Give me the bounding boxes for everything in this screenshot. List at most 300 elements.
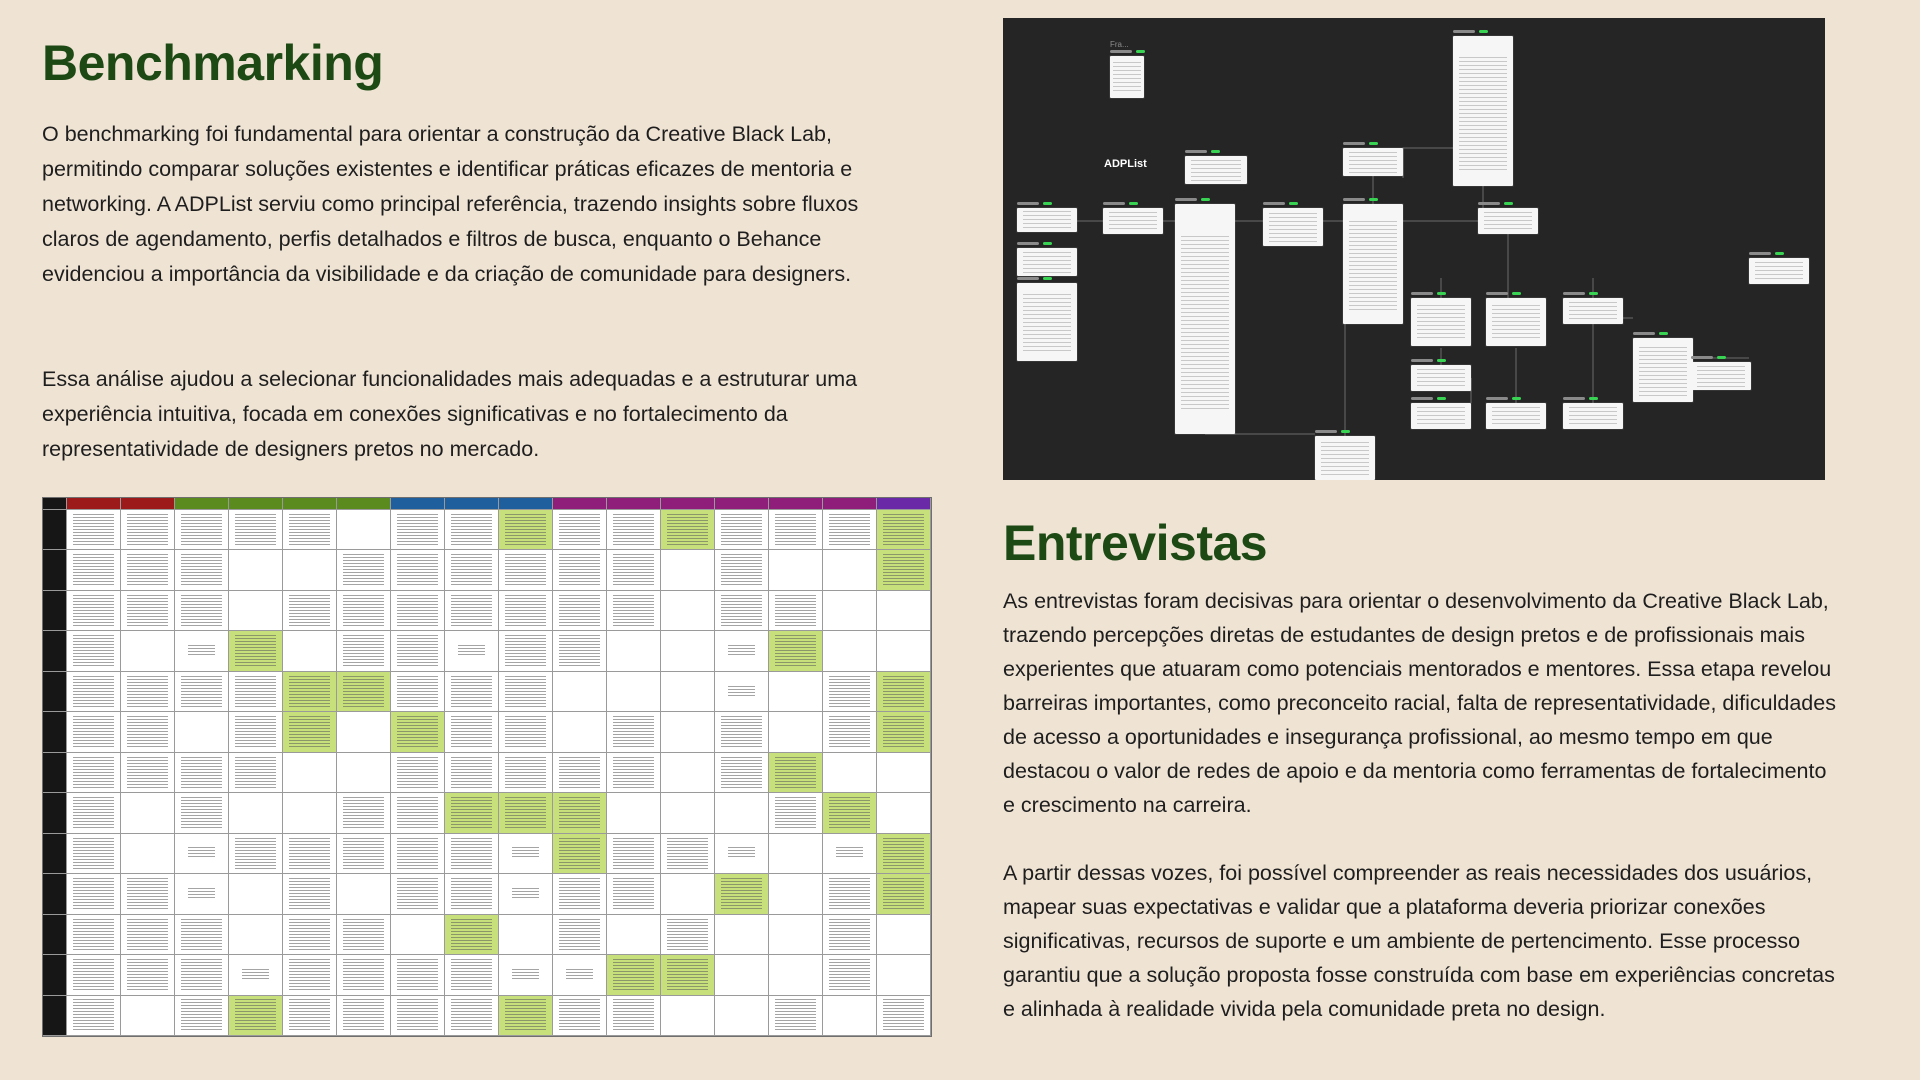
matrix-cell (823, 874, 877, 914)
matrix-cell (67, 712, 121, 752)
matrix-cell (175, 915, 229, 955)
matrix-column-header (391, 498, 445, 510)
matrix-cell (769, 955, 823, 995)
matrix-cell (391, 631, 445, 671)
flow-frame-status-tag (1201, 198, 1210, 201)
matrix-cell (391, 793, 445, 833)
flow-screen-frame (1478, 208, 1538, 234)
matrix-cell (121, 753, 175, 793)
flow-frame-name-tag (1563, 397, 1585, 400)
entrevistas-paragraph-2: A partir dessas vozes, foi possível compreender as reais necessidades dos usuários, mapear suas expectativas e validar que a plataforma deveria priorizar conexões significativas, recursos de suporte e um ambiente de pertencimento. Esse processo garantiu que a solução proposta fosse construída com base em experiências concretas e alinhada à realidade vivida pela comunidade preta no design. (1003, 861, 1835, 1021)
flow-frame-status-tag (1659, 332, 1668, 335)
matrix-cell (391, 550, 445, 590)
flow-frame-name-tag (1263, 202, 1285, 205)
matrix-cell (553, 793, 607, 833)
matrix-cell (337, 550, 391, 590)
flow-frame-name-tag (1343, 198, 1365, 201)
matrix-cell (445, 753, 499, 793)
matrix-cell (67, 753, 121, 793)
matrix-cell (877, 672, 931, 712)
matrix-column-header (877, 498, 931, 510)
matrix-cell (553, 955, 607, 995)
matrix-cell (337, 591, 391, 631)
matrix-cell (769, 753, 823, 793)
flow-screen-frame (1343, 148, 1403, 176)
matrix-cell (175, 712, 229, 752)
matrix-cell (877, 834, 931, 874)
matrix-cell (229, 631, 283, 671)
matrix-cell (121, 672, 175, 712)
flow-screen-frame (1017, 283, 1077, 361)
matrix-cell (823, 753, 877, 793)
matrix-cell (229, 550, 283, 590)
matrix-cell (391, 591, 445, 631)
matrix-cell (283, 996, 337, 1036)
matrix-cell (499, 753, 553, 793)
matrix-cell (445, 510, 499, 550)
matrix-cell (283, 712, 337, 752)
matrix-cell (67, 591, 121, 631)
matrix-cell (121, 834, 175, 874)
matrix-cell (337, 510, 391, 550)
matrix-cell (229, 793, 283, 833)
matrix-cell (607, 915, 661, 955)
flow-frame-status-tag (1211, 150, 1220, 153)
matrix-cell (445, 712, 499, 752)
matrix-cell (67, 510, 121, 550)
flow-frame-status-tag (1043, 277, 1052, 280)
matrix-cell (229, 955, 283, 995)
matrix-cell (229, 834, 283, 874)
matrix-column-header (229, 498, 283, 510)
matrix-cell (175, 631, 229, 671)
matrix-cell (121, 793, 175, 833)
matrix-cell (283, 955, 337, 995)
matrix-cell (553, 672, 607, 712)
matrix-cell (283, 550, 337, 590)
flow-frame-status-tag (1479, 30, 1488, 33)
flow-frame-name-tag (1315, 430, 1337, 433)
matrix-cell (499, 591, 553, 631)
flow-frame-name-tag (1486, 397, 1508, 400)
flow-frame-name-tag (1017, 277, 1039, 280)
flow-screen-frame (1110, 56, 1144, 98)
matrix-cell (229, 753, 283, 793)
matrix-cell (607, 591, 661, 631)
matrix-cell (445, 834, 499, 874)
matrix-cell (229, 712, 283, 752)
matrix-cell (553, 510, 607, 550)
user-flow-map-image (1003, 18, 1825, 480)
matrix-cell (877, 712, 931, 752)
matrix-cell (121, 591, 175, 631)
matrix-cell (283, 834, 337, 874)
matrix-column-header (67, 498, 121, 510)
flow-frame-status-tag (1129, 202, 1138, 205)
matrix-cell (391, 510, 445, 550)
flow-frame-name-tag (1478, 202, 1500, 205)
matrix-column-header (769, 498, 823, 510)
flow-frame-name-tag (1411, 359, 1433, 362)
flow-screen-frame (1691, 362, 1751, 390)
matrix-cell (877, 550, 931, 590)
matrix-row-header (43, 510, 67, 550)
flow-screen-frame (1563, 403, 1623, 429)
flow-frame-name-tag (1749, 252, 1771, 255)
flow-frame-status-tag (1369, 198, 1378, 201)
matrix-cell (499, 550, 553, 590)
matrix-row-header (43, 550, 67, 590)
flow-screen-frame (1411, 365, 1471, 391)
matrix-cell (877, 510, 931, 550)
flow-frame-name-tag (1486, 292, 1508, 295)
flow-frame-label: Fra... (1110, 40, 1129, 49)
matrix-cell (823, 550, 877, 590)
matrix-cell (607, 672, 661, 712)
flow-frame-name-tag (1691, 356, 1713, 359)
matrix-cell (661, 591, 715, 631)
flow-frame-name-tag (1110, 50, 1132, 53)
matrix-cell (607, 712, 661, 752)
matrix-cell (499, 631, 553, 671)
flow-frame-status-tag (1589, 397, 1598, 400)
benchmark-matrix-image (42, 497, 932, 1037)
matrix-cell (823, 712, 877, 752)
matrix-cell (553, 915, 607, 955)
matrix-row-header (43, 672, 67, 712)
matrix-cell (499, 874, 553, 914)
matrix-cell (499, 712, 553, 752)
matrix-cell (445, 591, 499, 631)
flow-screen-frame (1411, 403, 1471, 429)
matrix-cell (661, 712, 715, 752)
flow-frame-status-tag (1437, 292, 1446, 295)
matrix-cell (661, 672, 715, 712)
flow-frame-status-tag (1512, 292, 1521, 295)
matrix-cell (499, 955, 553, 995)
matrix-cell (661, 753, 715, 793)
matrix-cell (175, 550, 229, 590)
matrix-cell (769, 712, 823, 752)
flow-screen-frame (1185, 156, 1247, 184)
flow-frame-name-tag (1185, 150, 1207, 153)
matrix-cell (607, 550, 661, 590)
matrix-cell (823, 510, 877, 550)
matrix-cell (715, 550, 769, 590)
flow-frame-name-tag (1411, 292, 1433, 295)
matrix-cell (391, 915, 445, 955)
matrix-cell (337, 915, 391, 955)
matrix-cell (283, 631, 337, 671)
matrix-cell (769, 550, 823, 590)
matrix-cell (715, 712, 769, 752)
flow-frame-status-tag (1589, 292, 1598, 295)
matrix-cell (715, 591, 769, 631)
matrix-column-header (823, 498, 877, 510)
flow-frame-status-tag (1136, 50, 1145, 53)
matrix-cell (607, 631, 661, 671)
matrix-cell (553, 591, 607, 631)
matrix-cell (499, 996, 553, 1036)
flow-screen-frame (1263, 208, 1323, 246)
matrix-cell (175, 834, 229, 874)
matrix-cell (823, 672, 877, 712)
matrix-cell (715, 874, 769, 914)
matrix-cell (823, 955, 877, 995)
matrix-column-header (175, 498, 229, 510)
flow-screen-frame (1103, 208, 1163, 234)
matrix-cell (121, 955, 175, 995)
matrix-row-header (43, 955, 67, 995)
matrix-row-header (43, 712, 67, 752)
matrix-cell (769, 631, 823, 671)
matrix-cell (553, 550, 607, 590)
matrix-cell (229, 996, 283, 1036)
matrix-row-header (43, 996, 67, 1036)
matrix-cell (823, 996, 877, 1036)
matrix-column-header (499, 498, 553, 510)
flow-frame-status-tag (1341, 430, 1350, 433)
matrix-cell (769, 793, 823, 833)
matrix-cell (121, 510, 175, 550)
matrix-cell (823, 834, 877, 874)
matrix-cell (337, 631, 391, 671)
matrix-cell (175, 874, 229, 914)
matrix-row-header (43, 915, 67, 955)
matrix-cell (877, 955, 931, 995)
matrix-cell (877, 753, 931, 793)
flow-screen-frame (1017, 248, 1077, 276)
matrix-cell (67, 550, 121, 590)
flow-frame-status-tag (1775, 252, 1784, 255)
matrix-cell (877, 793, 931, 833)
matrix-cell (823, 631, 877, 671)
matrix-cell (445, 793, 499, 833)
matrix-cell (175, 672, 229, 712)
flow-connector (1403, 148, 1453, 178)
matrix-cell (661, 631, 715, 671)
flow-screen-frame (1749, 258, 1809, 284)
matrix-cell (175, 591, 229, 631)
matrix-cell (877, 591, 931, 631)
matrix-cell (769, 672, 823, 712)
matrix-cell (337, 874, 391, 914)
matrix-cell (661, 955, 715, 995)
matrix-cell (229, 672, 283, 712)
matrix-cell (499, 793, 553, 833)
matrix-cell (607, 793, 661, 833)
matrix-row-header (43, 591, 67, 631)
matrix-cell (445, 955, 499, 995)
matrix-cell (553, 834, 607, 874)
benchmarking-paragraph-1: O benchmarking foi fundamental para orientar a construção da Creative Black Lab, permitindo comparar soluções existentes e identificar práticas eficazes de mentoria e networking. A ADPList serviu como principal referência, trazendo insights sobre fluxos claros de agendamento, perfis detalhados e filtros de busca, enquanto o Behance evidenciou a importância da visibilidade e da criação de comunidade para designers. (42, 122, 859, 286)
matrix-cell (715, 672, 769, 712)
matrix-column-header (607, 498, 661, 510)
matrix-cell (823, 793, 877, 833)
matrix-cell (877, 915, 931, 955)
matrix-column-header (661, 498, 715, 510)
matrix-column-header (715, 498, 769, 510)
matrix-cell (823, 591, 877, 631)
flow-frame-status-tag (1717, 356, 1726, 359)
matrix-cell (391, 672, 445, 712)
matrix-cell (445, 550, 499, 590)
entrevistas-title: Entrevistas (1003, 515, 1268, 571)
matrix-cell (715, 955, 769, 995)
matrix-cell (769, 874, 823, 914)
flow-screen-frame (1486, 298, 1546, 346)
matrix-cell (337, 834, 391, 874)
matrix-cell (337, 955, 391, 995)
matrix-cell (337, 672, 391, 712)
matrix-cell (121, 631, 175, 671)
matrix-cell (445, 915, 499, 955)
matrix-column-header (121, 498, 175, 510)
flow-frame-name-tag (1453, 30, 1475, 33)
flow-frame-status-tag (1437, 397, 1446, 400)
matrix-row-header (43, 753, 67, 793)
matrix-cell (175, 793, 229, 833)
matrix-cell (715, 834, 769, 874)
matrix-cell (445, 874, 499, 914)
matrix-cell (661, 874, 715, 914)
matrix-cell (661, 550, 715, 590)
matrix-cell (229, 510, 283, 550)
matrix-cell (337, 753, 391, 793)
flow-frame-name-tag (1175, 198, 1197, 201)
matrix-cell (607, 996, 661, 1036)
matrix-cell (337, 996, 391, 1036)
matrix-cell (553, 874, 607, 914)
flow-screen-frame (1411, 298, 1471, 346)
flow-screen-frame (1175, 204, 1235, 434)
flow-frame-status-tag (1369, 142, 1378, 145)
matrix-cell (715, 915, 769, 955)
flow-frame-name-tag (1017, 242, 1039, 245)
adplist-label: ADPList (1104, 158, 1147, 170)
matrix-cell (661, 510, 715, 550)
matrix-cell (67, 834, 121, 874)
matrix-cell (769, 996, 823, 1036)
matrix-cell (823, 915, 877, 955)
flow-screen-frame (1563, 298, 1623, 324)
matrix-cell (715, 631, 769, 671)
matrix-cell (391, 834, 445, 874)
matrix-cell (67, 874, 121, 914)
matrix-cell (67, 915, 121, 955)
flow-frame-name-tag (1103, 202, 1125, 205)
matrix-cell (877, 631, 931, 671)
matrix-column-header (445, 498, 499, 510)
matrix-cell (121, 915, 175, 955)
matrix-cell (391, 996, 445, 1036)
matrix-row-header (43, 631, 67, 671)
entrevistas-paragraph-1: As entrevistas foram decisivas para orientar o desenvolvimento da Creative Black Lab, trazendo percepções diretas de estudantes de design pretos e de profissionais mais experientes que atuaram como potenciais mentorados e mentores. Essa etapa revelou barreiras importantes, como preconceito racial, falta de representatividade, dificuldades de acesso a oportunidades e insegurança profissional, ao mesmo tempo em que destacou o valor de redes de apoio e da mentoria como ferramentas de fortalecimento e crescimento na carreira. (1003, 589, 1836, 817)
matrix-cell (283, 510, 337, 550)
flow-frame-status-tag (1437, 359, 1446, 362)
matrix-cell (445, 996, 499, 1036)
matrix-row-header (43, 793, 67, 833)
matrix-cell (769, 591, 823, 631)
matrix-cell (391, 874, 445, 914)
flow-screen-frame (1633, 338, 1693, 402)
flow-screen-frame (1486, 403, 1546, 429)
matrix-cell (391, 955, 445, 995)
matrix-cell (283, 753, 337, 793)
matrix-cell (175, 753, 229, 793)
benchmarking-title: Benchmarking (42, 35, 384, 91)
matrix-cell (769, 834, 823, 874)
matrix-cell (229, 915, 283, 955)
matrix-cell (553, 631, 607, 671)
matrix-cell (553, 712, 607, 752)
flow-frame-status-tag (1289, 202, 1298, 205)
flow-screen-frame (1315, 436, 1375, 480)
matrix-cell (283, 672, 337, 712)
matrix-cell (769, 915, 823, 955)
matrix-cell (715, 793, 769, 833)
matrix-cell (715, 510, 769, 550)
matrix-column-header (337, 498, 391, 510)
matrix-cell (175, 996, 229, 1036)
matrix-cell (499, 915, 553, 955)
matrix-row-header (43, 834, 67, 874)
flow-screen-frame (1017, 208, 1077, 232)
matrix-cell (229, 874, 283, 914)
matrix-column-header (283, 498, 337, 510)
flow-frame-name-tag (1563, 292, 1585, 295)
matrix-cell (67, 955, 121, 995)
matrix-cell (121, 712, 175, 752)
flow-screen-frame (1343, 204, 1403, 324)
flow-frame-status-tag (1043, 202, 1052, 205)
matrix-cell (877, 874, 931, 914)
flow-screen-frame (1453, 36, 1513, 186)
flow-frame-name-tag (1411, 397, 1433, 400)
matrix-cell (337, 712, 391, 752)
flow-frame-name-tag (1633, 332, 1655, 335)
matrix-cell (175, 955, 229, 995)
matrix-cell (283, 874, 337, 914)
benchmarking-paragraph-2: Essa análise ajudou a selecionar funcionalidades mais adequadas e a estruturar uma experiência intuitiva, focada em conexões significativas e no fortalecimento da representatividade de designers pretos no mercado. (42, 367, 858, 461)
matrix-cell (607, 955, 661, 995)
matrix-cell (67, 672, 121, 712)
matrix-cell (607, 834, 661, 874)
flow-frame-name-tag (1017, 202, 1039, 205)
matrix-cell (769, 510, 823, 550)
matrix-cell (607, 510, 661, 550)
matrix-cell (661, 793, 715, 833)
flow-frame-status-tag (1043, 242, 1052, 245)
matrix-cell (67, 996, 121, 1036)
matrix-cell (553, 996, 607, 1036)
matrix-cell (715, 996, 769, 1036)
matrix-cell (445, 672, 499, 712)
matrix-cell (121, 550, 175, 590)
matrix-cell (715, 753, 769, 793)
matrix-cell (607, 753, 661, 793)
matrix-cell (391, 753, 445, 793)
matrix-cell (121, 996, 175, 1036)
matrix-cell (121, 874, 175, 914)
matrix-cell (283, 915, 337, 955)
matrix-cell (337, 793, 391, 833)
matrix-cell (67, 631, 121, 671)
matrix-cell (661, 834, 715, 874)
matrix-row-header (43, 874, 67, 914)
matrix-cell (229, 591, 283, 631)
flow-frame-name-tag (1343, 142, 1365, 145)
